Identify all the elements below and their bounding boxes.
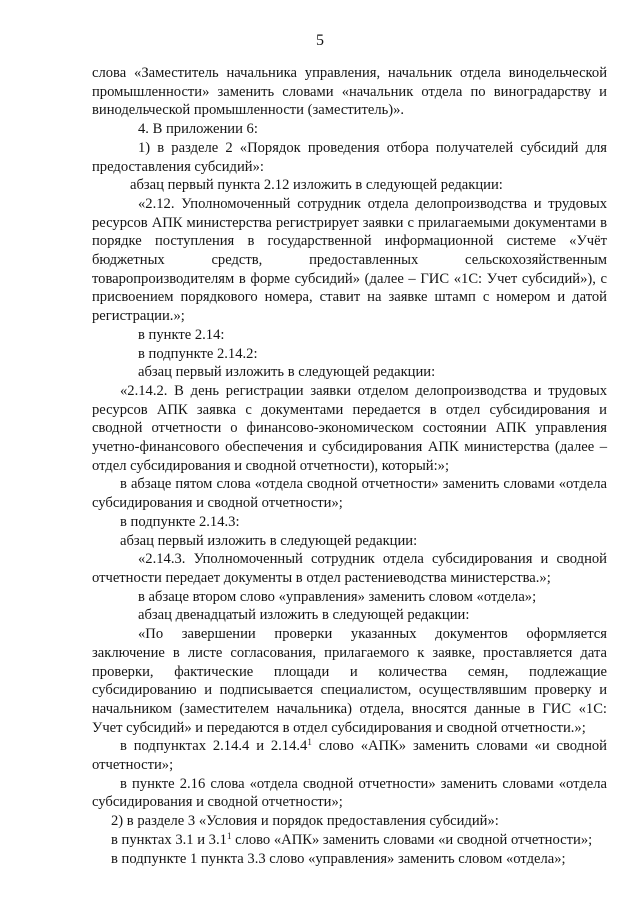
paragraph-19-text: в пунктах 3.1 и 3.1	[111, 831, 227, 848]
paragraph-13: в абзаце втором слово «управления» заменить словом «отдела»;	[138, 588, 537, 605]
paragraph-17: в пункте 2.16 слова «отдела сводной отчетности» заменить словами «отдела субсидирования и сводной отчетности»;	[92, 775, 607, 811]
page-number: 5	[316, 32, 324, 49]
paragraph-7: абзац первый изложить в следующей редакции:	[138, 364, 436, 381]
paragraph-3: абзац первый пункта 2.12 изложить в следующей редакции:	[130, 177, 503, 194]
paragraph-10: в подпункте 2.14.3:	[120, 513, 240, 530]
paragraph-2: 1) в разделе 2 «Порядок проведения отбора получателей субсидий для предоставления субсидий»:	[92, 139, 607, 175]
paragraph-9: в абзаце пятом слова «отдела сводной отчетности» заменить словами «отдела субсидирования и сводной отчетности»;	[92, 476, 607, 512]
paragraph-18: 2) в разделе 3 «Условия и порядок предоставления субсидий»:	[111, 813, 499, 830]
superscript-2: 1	[226, 830, 232, 841]
paragraph-5: в пункте 2.14:	[138, 326, 225, 343]
paragraph-16-text-end: слово «АПК» заменить словами «и сводной отчетности»;	[92, 738, 607, 774]
paragraph-19-text-end: слово «АПК» заменить словами «и сводной отчетности»;	[231, 831, 593, 848]
document-body	[92, 64, 607, 868]
paragraph-16-text: в подпунктах 2.14.4 и 2.14.4	[120, 738, 308, 755]
paragraph-8: «2.14.2. В день регистрации заявки отделом делопроизводства и трудовых ресурсов АПК заявка с документами передается в отдел субсидирования и сводной отчетности о финансово-экономическом состоянии АПК управления учетно-финансового обеспечения и субсидирования АПК министерства (далее – отдел субсидирования и сводной отчетности), который:»;	[92, 382, 607, 474]
paragraph-11: абзац первый изложить в следующей редакции:	[120, 532, 418, 549]
paragraph-6: в подпункте 2.14.2:	[138, 345, 258, 362]
paragraph-16	[92, 737, 607, 774]
paragraph-20: в подпункте 1 пункта 3.3 слово «управления» заменить словом «отдела»;	[111, 850, 566, 867]
paragraph-12: «2.14.3. Уполномоченный сотрудник отдела субсидирования и сводной отчетности передает документы в отдел растениеводства министерства.»;	[92, 551, 607, 586]
paragraph-1: 4. В приложении 6:	[138, 121, 258, 138]
paragraph-14: абзац двенадцатый изложить в следующей редакции:	[138, 607, 470, 624]
paragraph-4: «2.12. Уполномоченный сотрудник отдела делопроизводства и трудовых ресурсов АПК министерства регистрирует заявки с прилагаемыми документами в порядке поступления в государственной информационной системе «Учёт бюджетных средств, предоставленных сельскохозяйственным товаропроизводителям в форме субсидий» (далее – ГИС «1С: Учет субсидий»), с присвоением порядкового номера, ставит на заявке штамп с номером и датой регистрации.»;	[92, 195, 607, 325]
paragraph-19	[92, 831, 607, 850]
paragraph-0: слова «Заместитель начальника управления, начальник отдела винодельческой промышленности» заменить словами «начальник отдела по виноградарству и винодельческой промышленности (заместитель)».	[92, 65, 607, 119]
superscript-1: 1	[307, 737, 312, 748]
paragraph-15: «По завершении проверки указанных документов оформляется заключение в листе согласования, прилагаемого к заявке, проставляется дата проверки, фактические площади и количества семян, подлежащие субсидированию и подписывается специалистом, осуществлявшим проверку и начальником (заместителем начальника) отдела, вносятся данные в ГИС «1С: Учет субсидий» и передаются в отдел субсидирования и сводной отчетности.»;	[92, 626, 607, 736]
